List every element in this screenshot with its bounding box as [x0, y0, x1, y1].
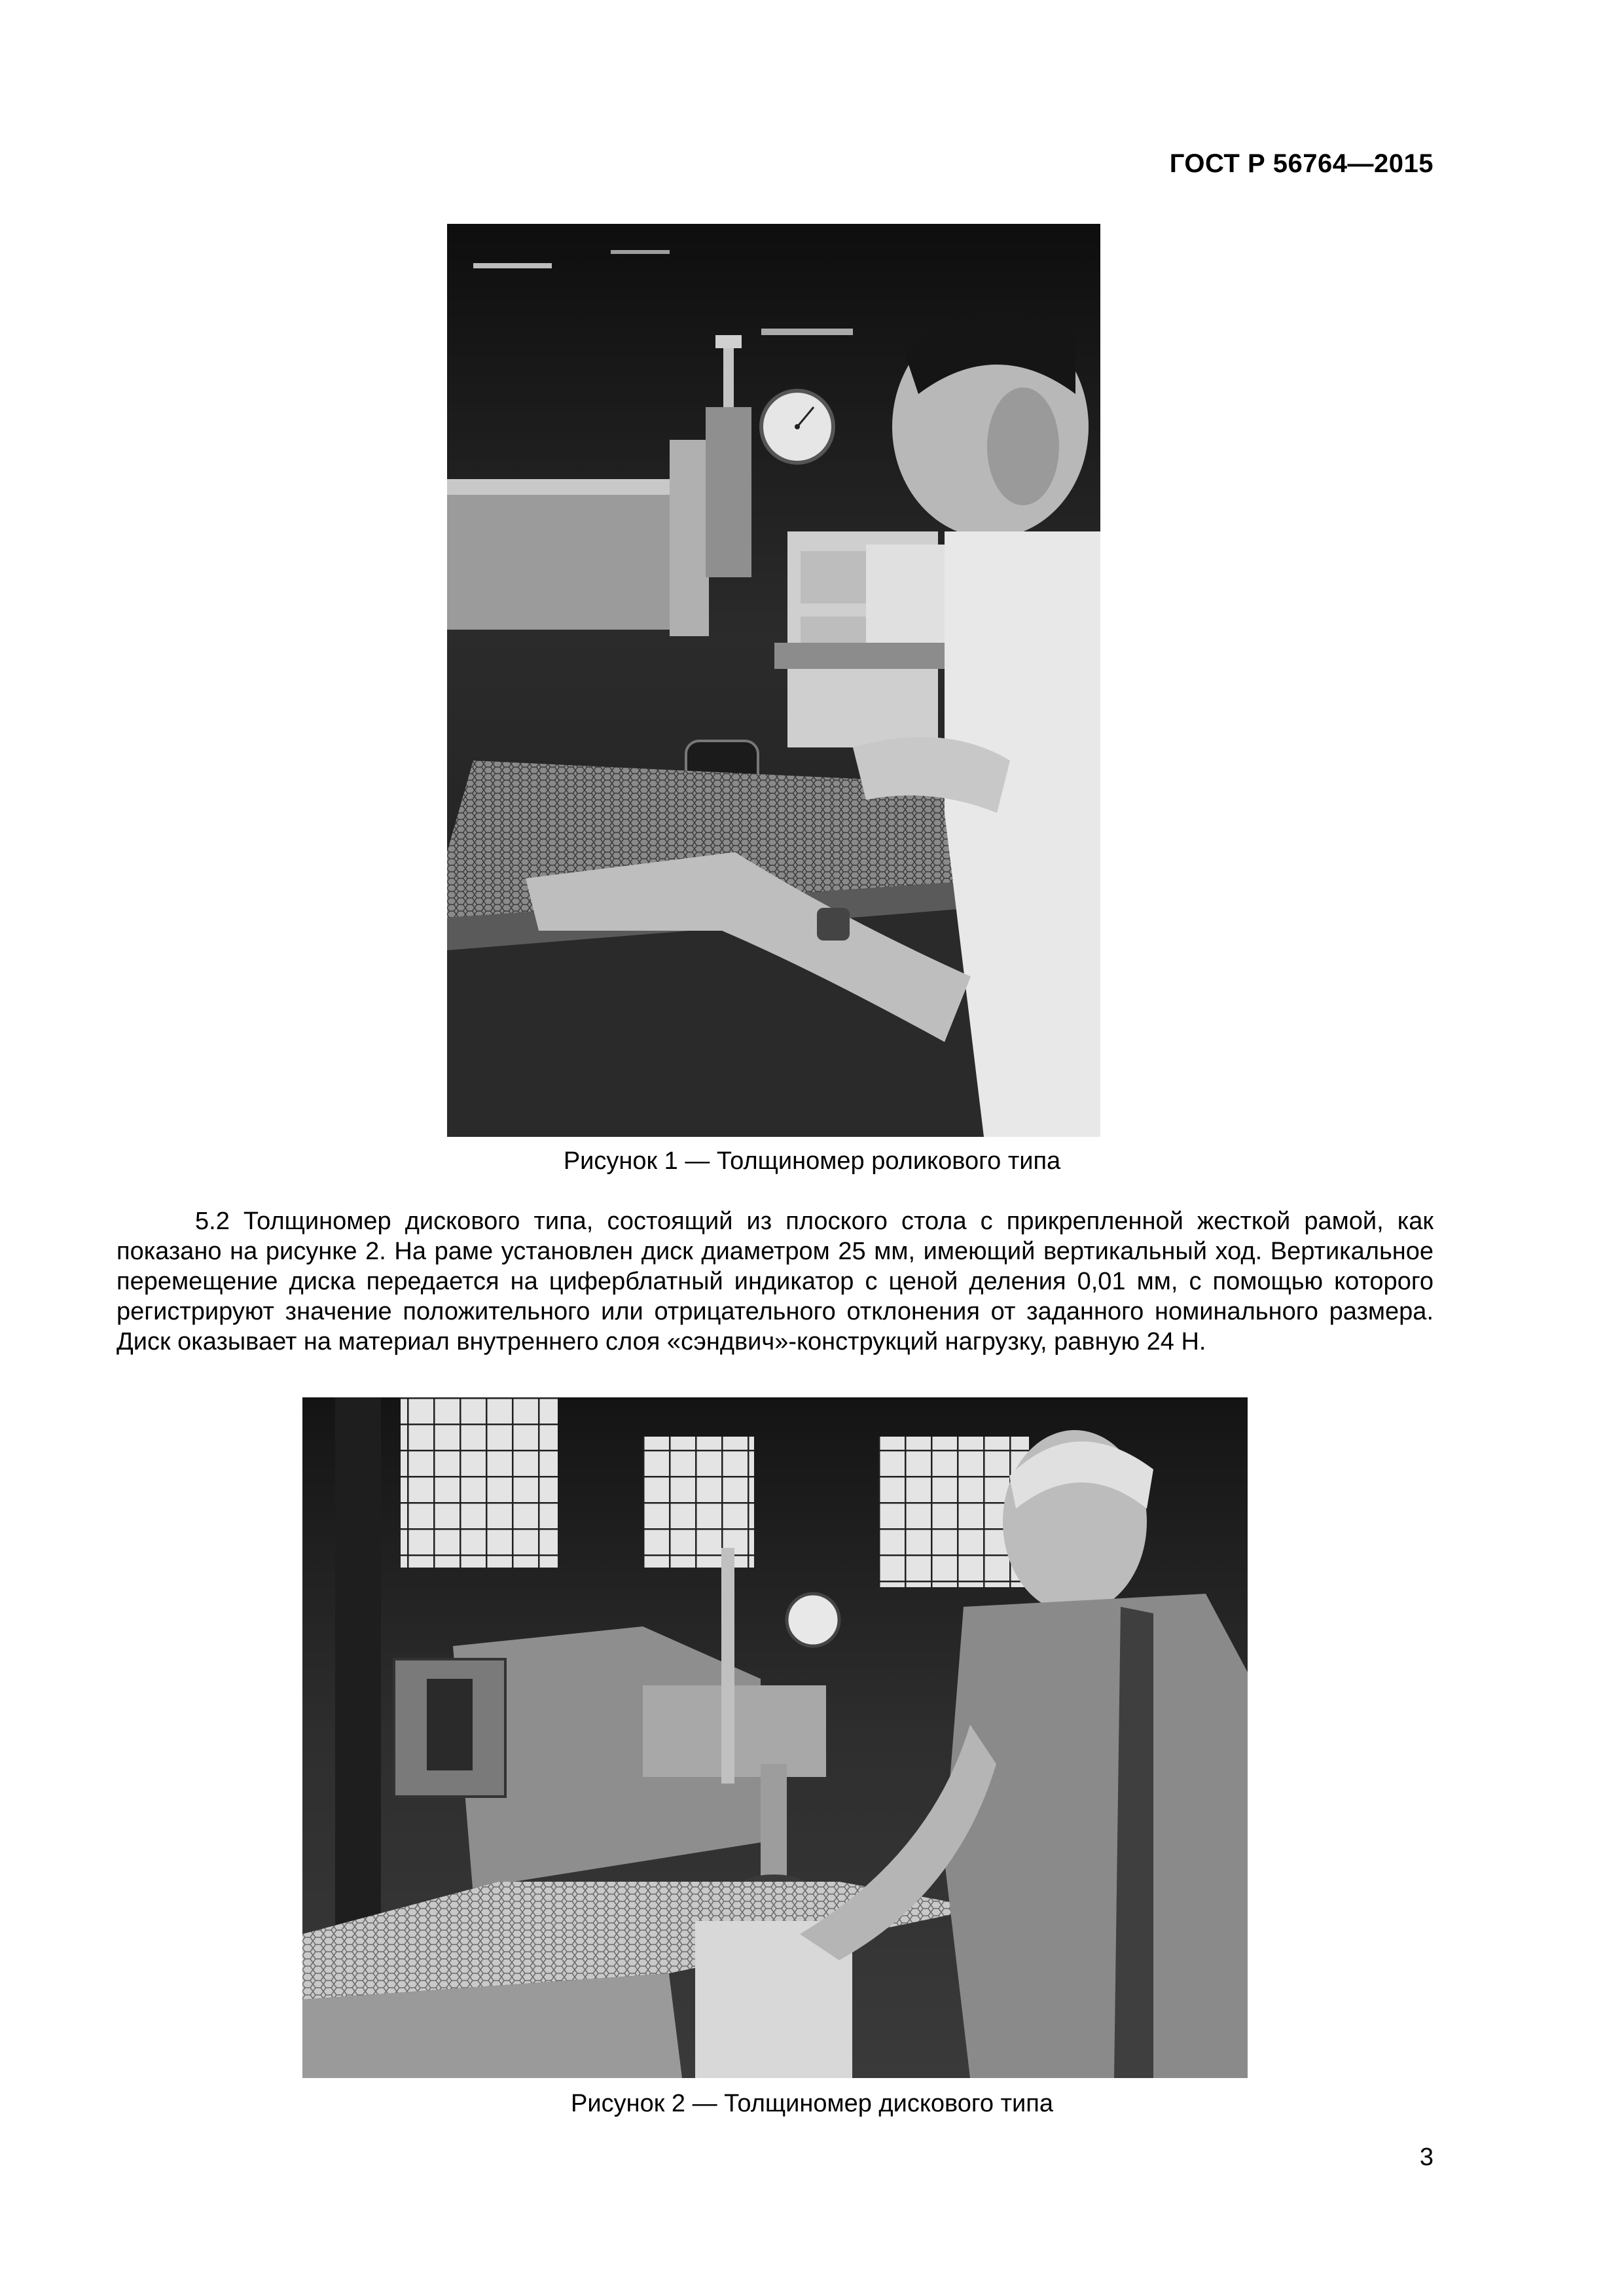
page-number: 3	[1419, 2144, 1434, 2171]
standard-code: ГОСТ Р 56764—2015	[1169, 149, 1434, 178]
figure-1-caption: Рисунок 1 — Толщиномер роликового типа	[563, 1147, 1061, 1175]
figure-2-caption: Рисунок 2 — Толщиномер дискового типа	[571, 2090, 1053, 2117]
paragraph-5-2: 5.2 Толщиномер дискового типа, состоящий из плоского стола с прикрепленной жесткой рамой, как показано на рисунке 2. На раме установлен диск диаметром 25 мм, имеющий вертикальный ход. Вертикальное перемещение диска передается на циферблатный индикатор с ценой деления 0,01 мм, с помощью которого регистрируют значение положительного или отрицательного отклонения от заданного номинального размера. Диск оказывает на материал внутреннего слоя «сэндвич»-конструкций нагрузку, равную 24 Н.	[117, 1208, 1434, 1355]
figure-2-photo	[302, 1397, 1248, 2078]
figure-1-photo	[447, 224, 1100, 1137]
